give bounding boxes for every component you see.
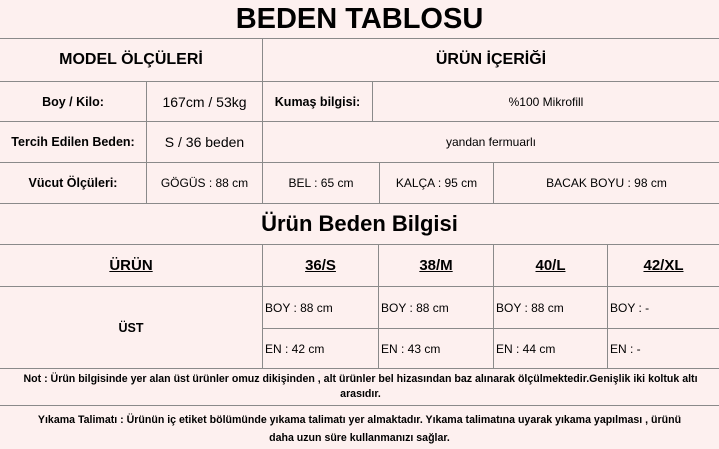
waist-value: BEL : 65 cm <box>288 176 354 190</box>
leg-length-value: BACAK BOYU : 98 cm <box>546 176 667 190</box>
product-content-header: ÜRÜN İÇERİĞİ <box>435 51 547 68</box>
en-36-s: EN : 42 cm <box>265 341 325 356</box>
fabric-value: %100 Mikrofill <box>508 94 584 109</box>
column-header-42-xl: 42/XL <box>643 257 684 274</box>
height-weight-label: Boy / Kilo: <box>42 94 104 109</box>
grid-line <box>0 368 719 369</box>
preferred-size-value: S / 36 beden <box>164 134 245 150</box>
boy-38-m: BOY : 88 cm <box>381 300 449 315</box>
height-weight-value: 167cm / 53kg <box>162 93 247 110</box>
size-info-title: Ürün Beden Bilgisi <box>261 211 458 236</box>
en-42-xl: EN : - <box>610 341 641 356</box>
washing-instruction-line-1: Yıkama Talimatı : Ürünün iç etiket bölümünde yıkama talimatı yer almaktadır. Yıkama talimatına uyarak yıkama yapılması , ürünü <box>37 414 682 426</box>
grid-line <box>0 405 719 406</box>
en-38-m: EN : 43 cm <box>381 341 441 356</box>
page-title: BEDEN TABLOSU <box>235 2 484 35</box>
model-measurements-header: MODEL ÖLÇÜLERİ <box>59 51 203 68</box>
column-header-40-l: 40/L <box>535 257 566 274</box>
washing-instruction-line-2: daha uzun süre kullanmanızı sağlar. <box>269 432 450 444</box>
measurement-note: Not : Ürün bilgisinde yer alan üst ürünler omuz dikişinden , alt ürünler bel hizasından baz alınarak ölçülmektedir.Genişlik iki koltuk altı arasıdır. <box>23 373 698 400</box>
fabric-label: Kumaş bilgisi: <box>274 94 361 109</box>
column-header-38-m: 38/M <box>419 257 453 274</box>
preferred-size-label: Tercih Edilen Beden: <box>11 135 135 149</box>
closure-value: yandan fermuarlı <box>445 135 537 149</box>
column-header-product: ÜRÜN <box>109 257 153 274</box>
row-label-top: ÜST <box>118 320 144 335</box>
boy-40-l: BOY : 88 cm <box>496 300 564 315</box>
chest-value: GÖGÜS : 88 cm <box>160 176 249 190</box>
boy-36-s: BOY : 88 cm <box>265 300 333 315</box>
column-header-36-s: 36/S <box>305 257 336 274</box>
boy-42-xl: BOY : - <box>610 300 650 315</box>
en-40-l: EN : 44 cm <box>496 341 556 356</box>
body-measurements-label: Vücut Ölçüleri: <box>28 176 118 190</box>
hip-value: KALÇA : 95 cm <box>395 176 478 190</box>
